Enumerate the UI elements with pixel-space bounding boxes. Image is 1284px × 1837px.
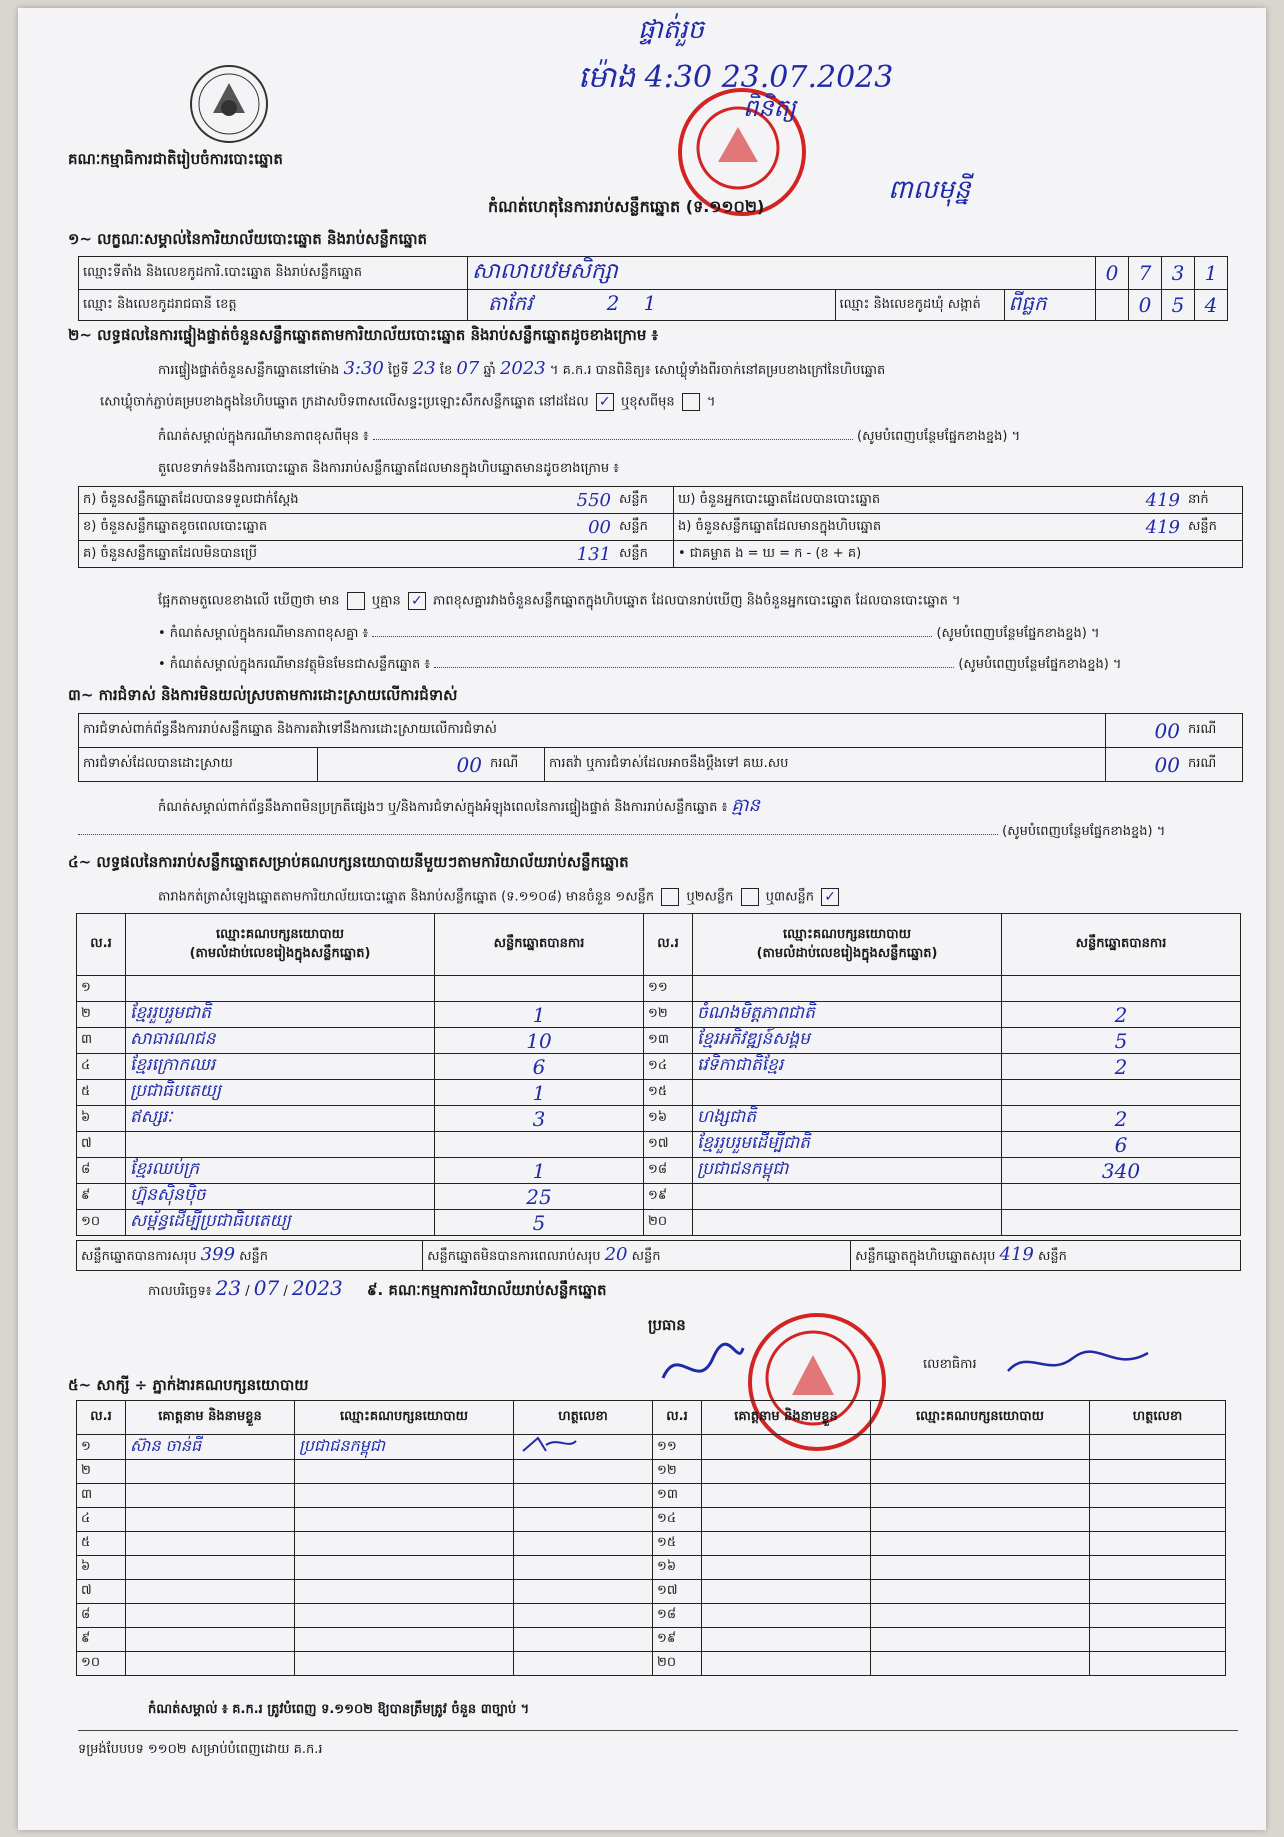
party-number: ២០ [644,1210,693,1236]
party-votes [435,976,644,1002]
witness-signature [514,1508,653,1532]
verify-month-label: ខែ [439,363,453,378]
party-votes [1002,976,1241,1002]
verify-month: 07 [456,358,480,379]
party-votes: 5 [1002,1028,1241,1054]
province-code-1: 2 [606,291,620,315]
resolved-count: 00 [318,748,487,782]
witness-name [126,1532,295,1556]
totals-table: សន្លឹកឆ្នោតបានការសរុប 399 សន្លឹក សន្លឹកឆ្នោតមិនបានការពេលរាប់សរុប 20 សន្លឹក សន្លឹកឆ្នោតក្នុងហិបឆ្នោតសរុប 419 សន្លឹក [76,1240,1241,1271]
appeal-label: ការតវ៉ា ឬការជំទាស់ដែលអាចនឹងប្តឹងទៅ គឃ.សប [545,748,1106,782]
witness-name [702,1556,871,1580]
witness-name [702,1652,871,1676]
witness-signature [514,1604,653,1628]
difference-note-label: កំណត់សម្គាល់ក្នុងករណីមានភាពខុសពីមុន ៖ [158,429,369,444]
section2-heading: ២~ លទ្ធផលនៃការផ្ទៀងផ្ទាត់ចំនួនសន្លឹកឆ្នោតតាមការិយាល័យបោះឆ្នោត និងរាប់សន្លឹកឆ្នោតដូចខាងក្រោម ៖ [68,326,659,344]
party-votes: 2 [1002,1054,1241,1080]
table-row [77,1652,1226,1676]
witness-signature [514,1628,653,1652]
verify-text: ។ គ.ក.រ បានពិនិត្យ៖ សោឃ្លុំទាំងពីរចាក់នៅគម្របខាងក្រៅនៃហិបឆ្នោត [549,363,886,378]
secretary-label: លេខាធិការ [923,1357,977,1372]
party-name: ហង្សជាតិ [693,1106,1002,1132]
verify-year: 2023 [499,358,546,379]
seal-status-text: សោឃ្លុំចាក់ភ្ជាប់គម្របខាងក្នុងនៃហិបឆ្នោត ក្រដាសបិទពាសលើសន្ទះប្រឡោះសឹកសន្លឹកឆ្នោត នៅដដែល [100,394,589,410]
party-name: ខ្មែរក្រោកឈរ [126,1054,435,1080]
party-name: សម្ព័ន្ធដើម្បីប្រជាធិបតេយ្យ [126,1210,435,1236]
party-number: ១៣ [644,1028,693,1054]
footnote: កំណត់សម្គាល់ ៖ គ.ក.រ ត្រូវបំពេញ ទ.១១០២ ឱ្យបានត្រឹមត្រូវ ចំនួន ៣ច្បាប់ ។ [148,1702,530,1717]
party-name [693,1210,1002,1236]
party-votes [1002,1210,1241,1236]
complaints-label: ការជំទាស់ពាក់ព័ន្ធនឹងការរាប់សន្លឹកឆ្នោត និងការតវ៉ាទៅនឹងការដោះស្រាយលើការជំទាស់ [79,714,1106,748]
party-number: ៧ [77,1132,126,1158]
verify-time-label: ការផ្ទៀងផ្ទាត់ចំនួនសន្លឹកឆ្នោតនៅម៉ោង [158,363,340,378]
witness-party [871,1556,1090,1580]
figure-right-label: ឃ) ចំនួនអ្នកបោះឆ្នោតដែលបានបោះឆ្នោត [674,487,1117,514]
party-number: ១៧ [644,1132,693,1158]
party-name [126,1132,435,1158]
table-row [77,1158,1241,1184]
party-votes: 1 [435,1158,644,1184]
witness-number: ៧ [77,1580,126,1604]
figure-right-value [1116,541,1184,568]
form-reference: ទម្រង់បែបបទ ១១០២ សម្រាប់បំពេញដោយ គ.ក.រ [78,1742,323,1757]
witness-name [702,1484,871,1508]
witness-table: ល.រ គោត្តនាម និងនាមខ្លួន ឈ្មោះគណបក្សនយោបាយ ហត្ថលេខា ល.រ គោត្តនាម និងនាមខ្លួន ឈ្មោះគណបក្សនយោបាយ ហត្ថលេខា ១ ស៊ាន ចាន់ធី ប្រជាជនកម្ពុជា ១១ ២ ១២ ៣ ១៣ ៤ ១៤ ៥ ១៥ ៦ ១៦ ៧ ១៧ ៨ ១៨ ៩ ១៩ ១០ ២០ [76,1400,1226,1676]
party-number: ៩ [77,1184,126,1210]
table-row [77,1106,1241,1132]
section4-heading: ៤~ លទ្ធផលនៃការរាប់សន្លឹកឆ្នោតសម្រាប់គណបក្សនយោបាយនីមួយៗតាមការិយាល័យរាប់សន្លឹកឆ្នោត [68,853,629,871]
figure-left-value: 00 [547,514,615,541]
witness-name [702,1435,871,1460]
date-day: 23 [215,1276,242,1300]
results-table: ល.រ ឈ្មោះគណបក្សនយោបាយ (តាមលំដាប់លេខរៀងក្នុងសន្លឹកឆ្នោត) សន្លឹកឆ្នោតបានការ ល.រ ឈ្មោះគណបក្សនយោបាយ (តាមលំដាប់លេខរៀងក្នុងសន្លឹកឆ្នោត) សន្លឹកឆ្នោតបានការ ១ ១១ ២ ខ្មែររួបរួមជាតិ 1 ១២ ចំណងមិត្តភាពជាតិ 2 ៣ សាធារណជន 10 ១៣ ខ្មែរអភិវឌ្ឍន៍សង្គម 5 ៤ ខ្មែរក្រោកឈរ 6 ១៤ វេទិកាជាតិខ្មែរ 2 ៥ ប្រជាធិបតេយ្យ 1 ១៥ ៦ ឥស្សរៈ 3 ១៦ ហង្សជាតិ 2 ៧ ១៧ ខ្មែររួបរួមដើម្បីជាតិ 6 ៨ ខ្មែរឈប់ក្រ 1 ១៨ ប្រជាជនកម្ពុជា 340 ៩ ហ្វ៊ុនស៊ិនប៉ិច 25 ១៩ ១០ សម្ព័ន្ធដើម្បីប្រជាធិបតេយ្យ 5 ២០ [76,913,1241,1236]
witness-number: ១៣ [653,1484,702,1508]
party-name: ខ្មែរអភិវឌ្ឍន៍សង្គម [693,1028,1002,1054]
box-total: 419 [999,1244,1034,1265]
table-row [77,1628,1226,1652]
table-row [77,1028,1241,1054]
party-name: ខ្មែររួបរួមដើម្បីជាតិ [693,1132,1002,1158]
party-name: ខ្មែរឈប់ក្រ [126,1158,435,1184]
witness-signature [1090,1580,1226,1604]
difference-note-line [158,428,1238,447]
witness-name [126,1460,295,1484]
chair-label: ប្រធាន [648,1316,686,1334]
figure-right-label: ង) ចំនួនសន្លឹកឆ្នោតដែលមានក្នុងហិបឆ្នោត [674,514,1117,541]
ballot-figures-table [78,486,1243,568]
table-row [77,1184,1241,1210]
commune-code-2: 5 [1162,290,1195,321]
party-number: ១៨ [644,1158,693,1184]
witness-signature [514,1652,653,1676]
witness-number: ១ [77,1435,126,1460]
table-row [77,1508,1226,1532]
witness-signature [1090,1435,1226,1460]
witness-party [871,1652,1090,1676]
figure-left-value: 131 [547,541,615,568]
party-number: ១១ [644,976,693,1002]
party-name: វេទិកាជាតិខ្មែរ [693,1054,1002,1080]
party-number: ១៤ [644,1054,693,1080]
witness-number: ៩ [77,1628,126,1652]
witness-number: ៦ [77,1556,126,1580]
witness-name [126,1556,295,1580]
section5-heading: ៥~ សាក្សី ÷ ភ្នាក់ងារគណបក្សនយោបាយ [68,1376,309,1394]
witness-number: ១៥ [653,1532,702,1556]
handwritten-signer: ពាលមុន្នី [888,175,971,205]
witness-number: ១៩ [653,1628,702,1652]
table-row [77,1080,1241,1106]
province-code-2: 1 [643,291,657,315]
witness-party [295,1556,514,1580]
party-name [693,1080,1002,1106]
verify-day: 23 [412,358,436,379]
witness-number: ១៤ [653,1508,702,1532]
committee-label: ៩. គណៈកម្មការការិយាល័យរាប់សន្លឹកឆ្នោត [366,1281,607,1299]
location-name: សាលាបឋមសិក្សា [468,257,1096,290]
witness-party [871,1508,1090,1532]
witness-signature [514,1532,653,1556]
same-checkbox[interactable]: ✓ [596,393,614,411]
witness-party [871,1460,1090,1484]
irregularity-value: គ្មាន [731,795,760,816]
witness-signature [1090,1484,1226,1508]
party-number: ៣ [77,1028,126,1054]
witness-signature [1090,1460,1226,1484]
figure-right-label: • ជាគម្លាត ង = ឃ = ក - (ខ + គ) [674,541,1117,568]
appeal-count: 00 [1106,748,1185,782]
witness-number: ១៧ [653,1580,702,1604]
witness-name [126,1652,295,1676]
party-number: ៥ [77,1080,126,1106]
party-name: ចំណងមិត្តភាពជាតិ [693,1002,1002,1028]
party-votes: 5 [435,1210,644,1236]
object-note-bullet: • កំណត់សម្គាល់ក្នុងករណីមានវត្ថុមិនមែនជាសន្លឹកឆ្នោត ៖ (សូមបំពេញបន្ថែមផ្នែកខាងខ្នង) ។ [158,657,1122,672]
section1-heading: ១~ លក្ខណៈសម្គាល់នៃការិយាល័យបោះឆ្នោត និងរាប់សន្លឹកឆ្នោត [68,230,428,248]
figure-left-value: 550 [547,487,615,514]
witness-party [871,1604,1090,1628]
party-name: ហ្វ៊ុនស៊ិនប៉ិច [126,1184,435,1210]
witness-number: ៣ [77,1484,126,1508]
one-sheet-checkbox[interactable] [661,888,679,906]
party-name: ប្រជាធិបតេយ្យ [126,1080,435,1106]
different-checkbox[interactable] [682,393,700,411]
figure-left-label: ខ) ចំនួនសន្លឹកឆ្នោតខូចពេលបោះឆ្នោត [79,514,548,541]
verification-line [158,358,1238,381]
difference-line: ផ្អែកតាមតួលេខខាងលើ ឃើញថា មាន ឬគ្មាន ✓ ភាពខុសគ្នារវាងចំនួនសន្លឹកឆ្នោតក្នុងហិបឆ្នោត ដែលបានរាប់ឃើញ និងចំនួនអ្នកបោះឆ្នោត ដែលបានបោះឆ្នោត ។ [158,593,961,609]
table-row [77,1484,1226,1508]
commune-label: ឈ្មោះ និងលេខកូដឃុំ សង្កាត់ [835,290,1004,321]
witness-number: ១៨ [653,1604,702,1628]
date-month: 07 [253,1276,280,1300]
document-title: កំណត់ហេតុនៃការរាប់សន្លឹកឆ្នោត (ទ.១១០២) [488,197,765,216]
province-label: ឈ្មោះ និងលេខកូដរាជធានី ខេត្ត [79,290,468,321]
table-row [77,1132,1241,1158]
irregularity-note: កំណត់សម្គាល់ពាក់ព័ន្ធនឹងភាពមិនប្រក្រតីផ្សេងៗ ឬ/និងការជំទាស់ក្នុងអំឡុងពេលនៃការផ្ទៀងផ្ទាត់ និងការរាប់សន្លឹកឆ្នោត ៖ គ្មាន [158,795,760,816]
witness-party [871,1435,1090,1460]
handwritten-time-date: ម៉ោង 4:30 23.07.2023 [578,60,894,95]
party-votes [1002,1080,1241,1106]
witness-party [295,1652,514,1676]
witness-number: ១០ [77,1652,126,1676]
party-number: ៦ [77,1106,126,1132]
diff-note-bullet: • កំណត់សម្គាល់ក្នុងករណីមានភាពខុសគ្នា ៖ (សូមបំពេញបន្ថែមផ្នែកខាងខ្នង) ។ [158,626,1100,641]
witness-party: ប្រជាជនកម្ពុជា [295,1435,514,1460]
document-sheet [18,8,1266,1830]
witness-party [295,1628,514,1652]
witness-number: ៤ [77,1508,126,1532]
witness-signature [514,1460,653,1484]
location-code-2: 7 [1129,257,1162,290]
witness-signature [514,1580,653,1604]
figure-right-value: 419 [1116,514,1184,541]
witness-number: ៥ [77,1532,126,1556]
witness-signature [1090,1628,1226,1652]
two-sheets-checkbox[interactable] [741,888,759,906]
table-row [77,1002,1241,1028]
chair-signature [658,1338,748,1398]
witness-name [126,1604,295,1628]
verify-year-label: ឆ្នាំ [483,363,496,378]
witness-signature [1090,1604,1226,1628]
party-number: ១៦ [644,1106,693,1132]
complaints-count: 00 [1106,714,1185,748]
location-label: ឈ្មោះទីតាំង និងលេខកូដការិ.បោះឆ្នោត និងរាប់សន្លឹកឆ្នោត [79,257,468,290]
resolved-label: ការជំទាស់ដែលបានដោះស្រាយ [79,748,318,782]
invalid-total: 20 [604,1244,628,1265]
party-votes: 6 [1002,1132,1241,1158]
party-votes: 10 [435,1028,644,1054]
table-row [77,1210,1241,1236]
commission-name: គណៈកម្មាធិការជាតិរៀបចំការបោះឆ្នោត [68,150,283,168]
witness-name [702,1628,871,1652]
witness-name [126,1484,295,1508]
verify-time: 3:30 [343,358,384,379]
handwritten-checked: ផ្ទាត់រួច [638,15,705,45]
figure-left-label: ក) ចំនួនសន្លឹកឆ្នោតដែលបានទទួលជាក់ស្តែង [79,487,548,514]
witness-name [702,1460,871,1484]
party-name: ប្រជាជនកម្ពុជា [693,1158,1002,1184]
witness-name [126,1628,295,1652]
fill-back-note: (សូមបំពេញបន្ថែមផ្នែកខាងខ្នង) ។ [857,429,1021,444]
complaints-table: ការជំទាស់ពាក់ព័ន្ធនឹងការរាប់សន្លឹកឆ្នោត និងការតវ៉ាទៅនឹងការដោះស្រាយលើការជំទាស់ 00 ករណី ការជំទាស់ដែលបានដោះស្រាយ 00 ករណី ការតវ៉ា ឬការជំទាស់ដែលអាចនឹងប្តឹងទៅ គឃ.សប 00 ករណី [78,713,1243,782]
witness-party [871,1628,1090,1652]
witness-signature [1090,1508,1226,1532]
has-difference-checkbox[interactable] [347,592,365,610]
witness-signature [514,1484,653,1508]
party-votes: 2 [1002,1002,1241,1028]
section3-heading: ៣~ ការជំទាស់ និងការមិនយល់ស្របតាមការដោះស្រាយលើការជំទាស់ [68,686,458,704]
location-code-1: 0 [1096,257,1129,290]
valid-total: 399 [200,1244,236,1265]
table-row [77,1556,1226,1580]
party-name [693,976,1002,1002]
party-votes [1002,1184,1241,1210]
figures-intro: តួលេខទាក់ទងនឹងការបោះឆ្នោត និងការរាប់សន្លឹកឆ្នោតដែលមានក្នុងហិបឆ្នោតមានដូចខាងក្រោម ៖ [158,461,619,476]
witness-signature [1090,1556,1226,1580]
witness-number: ១១ [653,1435,702,1460]
party-number: ១០ [77,1210,126,1236]
witness-number: ១២ [653,1460,702,1484]
figure-row: ខ) ចំនួនសន្លឹកឆ្នោតខូចពេលបោះឆ្នោត 00 សន្លឹក ង) ចំនួនសន្លឹកឆ្នោតដែលមានក្នុងហិបឆ្នោត 419 សន្លឹក [79,514,1243,541]
witness-party [871,1580,1090,1604]
date-line: កាលបរិច្ឆេទ៖ 23 / 07 / 2023 ៩. គណៈកម្មការការិយាល័យរាប់សន្លឹកឆ្នោត [148,1276,607,1300]
witness-party [871,1532,1090,1556]
witness-party [295,1508,514,1532]
location-code-3: 3 [1162,257,1195,290]
table-row [77,976,1241,1002]
witness-party [295,1460,514,1484]
witness-party [295,1484,514,1508]
figure-left-label: គ) ចំនួនសន្លឹកឆ្នោតដែលមិនបានប្រើ [79,541,548,568]
figure-row: គ) ចំនួនសន្លឹកឆ្នោតដែលមិនបានប្រើ 131 សន្លឹក • ជាគម្លាត ង = ឃ = ក - (ខ + គ) [79,541,1243,568]
seal-status-line: សោឃ្លុំចាក់ភ្ជាប់គម្របខាងក្នុងនៃហិបឆ្នោត ក្រដាសបិទពាសលើសន្ទះប្រឡោះសឹកសន្លឹកឆ្នោត នៅដដែល ✓ ឬខុសពីមុន ។ [100,394,716,410]
witness-name [702,1508,871,1532]
witness-party [295,1604,514,1628]
location-code-4: 1 [1195,257,1228,290]
date-year: 2023 [291,1276,343,1300]
irregularity-fill-line: (សូមបំពេញបន្ថែមផ្នែកខាងខ្នង) ។ [78,823,1238,842]
nec-logo [188,63,270,145]
party-votes: 2 [1002,1106,1241,1132]
table-row [77,1435,1226,1460]
handwritten-stamp-note: ពិនិត្យ [743,94,796,122]
party-name: ខ្មែររួបរួមជាតិ [126,1002,435,1028]
party-votes: 25 [435,1184,644,1210]
three-sheets-checkbox[interactable]: ✓ [821,888,839,906]
verify-day-label: ថ្ងៃទី [388,363,409,378]
party-number: ១ [77,976,126,1002]
party-number: ១៩ [644,1184,693,1210]
figure-right-value: 419 [1116,487,1184,514]
witness-party [295,1532,514,1556]
table-row [77,1532,1226,1556]
witness-name [126,1580,295,1604]
party-number: ២ [77,1002,126,1028]
table-row [77,1604,1226,1628]
party-votes: 1 [435,1080,644,1106]
witness-number: ២ [77,1460,126,1484]
party-name [126,976,435,1002]
witness-name [126,1508,295,1532]
party-number: ១៥ [644,1080,693,1106]
witness-number: ៨ [77,1604,126,1628]
party-number: ៨ [77,1158,126,1184]
figure-row: ក) ចំនួនសន្លឹកឆ្នោតដែលបានទទួលជាក់ស្តែង 550 សន្លឹក ឃ) ចំនួនអ្នកបោះឆ្នោតដែលបានបោះឆ្នោត 419 នាក់ [79,487,1243,514]
commune-code-3: 4 [1195,290,1228,321]
witness-party [871,1484,1090,1508]
province-name: តាកែវ [488,291,533,315]
location-table [78,256,1228,321]
party-number: ១២ [644,1002,693,1028]
witness-signature [1090,1652,1226,1676]
secretary-signature [1003,1343,1153,1383]
table-row [77,1580,1226,1604]
witness-number: ១៦ [653,1556,702,1580]
witness-name: ស៊ាន ចាន់ធី [126,1435,295,1460]
party-votes: 340 [1002,1158,1241,1184]
witness-number: ២០ [653,1652,702,1676]
witness-signature [514,1435,653,1460]
party-name: ឥស្សរៈ [126,1106,435,1132]
witness-party [295,1580,514,1604]
witness-name [702,1604,871,1628]
no-difference-checkbox[interactable]: ✓ [408,592,426,610]
witness-name [702,1532,871,1556]
table-row [77,1460,1226,1484]
commune-name: ពីធ្លក [1004,290,1095,321]
witness-signature [1090,1532,1226,1556]
witness-name [702,1580,871,1604]
party-number: ៤ [77,1054,126,1080]
commune-code-1: 0 [1129,290,1162,321]
table-row [77,1054,1241,1080]
tally-sheet-line: តារាងកត់ត្រាសំឡេងឆ្នោតតាមការិយាល័យបោះឆ្នោត និងរាប់សន្លឹកឆ្នោត (ទ.១១០៨) មានចំនួន ១សន្លឹក ឬ២សន្លឹក ឬ៣សន្លឹក ✓ [158,888,842,908]
party-votes: 1 [435,1002,644,1028]
party-votes: 3 [435,1106,644,1132]
party-votes [435,1132,644,1158]
party-name [693,1184,1002,1210]
different-label: ឬខុសពីមុន [620,394,675,410]
witness-signature [514,1556,653,1580]
party-votes: 6 [435,1054,644,1080]
party-name: សាធារណជន [126,1028,435,1054]
